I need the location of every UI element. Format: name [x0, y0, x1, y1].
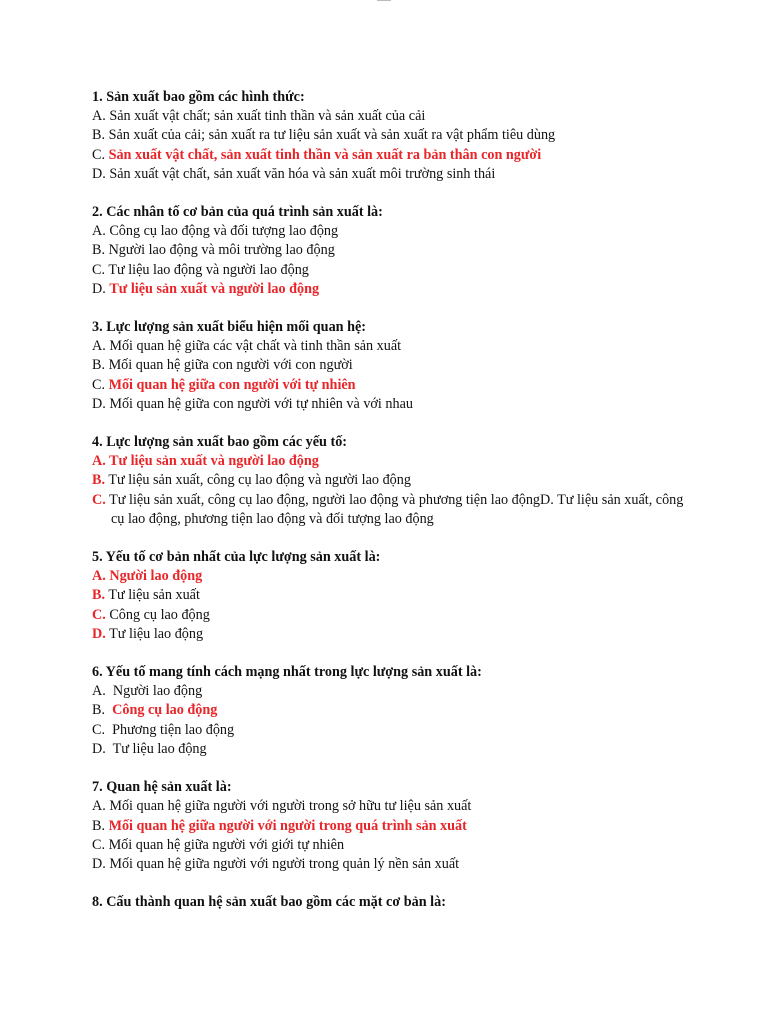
option-text: Mối quan hệ giữa con người với tự nhiên và với nhau	[109, 395, 414, 412]
question-6	[92, 663, 692, 759]
option-letter: B.	[92, 127, 106, 144]
answer-option	[92, 606, 692, 625]
question-title: 5. Yếu tố cơ bản nhất của lực lượng sản xuất là:	[92, 549, 381, 566]
option-text: Người lao động	[112, 683, 203, 700]
question-title: 4. Lực lượng sản xuất bao gồm các yếu tố:	[92, 434, 348, 451]
answer-option	[92, 797, 692, 816]
option-text: Tư liệu sản xuất và người lao động	[109, 453, 319, 470]
answer-option	[92, 376, 692, 395]
answer-option	[92, 567, 692, 586]
option-letter: D.	[92, 395, 106, 412]
option-text: Người lao động	[109, 568, 203, 585]
option-text: Công cụ lao động và đối tượng lao động	[109, 223, 339, 240]
option-letter: C.	[92, 376, 106, 393]
answer-option	[92, 126, 692, 145]
option-letter: B.	[92, 587, 106, 604]
option-text: Tư liệu lao động	[112, 740, 207, 757]
option-letter: C.	[92, 146, 106, 163]
document-page	[92, 88, 692, 931]
option-letter: A.	[92, 798, 106, 815]
option-text: Công cụ lao động	[112, 702, 218, 719]
option-letter: C.	[92, 491, 106, 508]
question-title: 7. Quan hệ sản xuất là:	[92, 779, 232, 796]
option-letter: A.	[92, 108, 106, 125]
option-text: Người lao động và môi trường lao động	[108, 242, 335, 259]
answer-option	[92, 146, 692, 165]
answer-option	[92, 452, 692, 471]
page-top-mark	[377, 0, 391, 1]
answer-option	[92, 701, 692, 720]
option-text: Tư liệu sản xuất	[108, 587, 200, 604]
question-title: 6. Yếu tố mang tính cách mạng nhất trong lực lượng sản xuất là:	[92, 664, 482, 681]
option-text: Tư liệu sản xuất và người lao động	[109, 280, 320, 297]
option-text: Tư liệu sản xuất, công cụ lao động và người lao động	[108, 472, 411, 489]
answer-option	[92, 165, 692, 184]
question-4	[92, 433, 692, 529]
answer-option	[92, 836, 692, 855]
option-text: Mối quan hệ giữa các vật chất và tinh thần sản xuất	[109, 338, 402, 355]
option-text: Tư liệu lao động	[109, 625, 204, 642]
answer-option	[92, 491, 692, 529]
option-letter: B.	[92, 242, 106, 259]
option-text: Mối quan hệ giữa con người với con người	[108, 357, 353, 374]
option-letter: B.	[92, 817, 106, 834]
question-5	[92, 548, 692, 644]
question-3	[92, 318, 692, 414]
option-text: Tư liệu sản xuất, công cụ lao động, người lao động và phương tiện lao độngD. Tư liệu sản xuất, công cụ lao động, phương tiện lao động và đối tượng lao động	[109, 491, 684, 527]
question-title: 2. Các nhân tố cơ bản của quá trình sản xuất là:	[92, 204, 383, 221]
answer-option	[92, 682, 692, 701]
answer-option	[92, 586, 692, 605]
answer-option	[92, 855, 692, 874]
answer-option	[92, 261, 692, 280]
option-letter: D.	[92, 625, 106, 642]
answer-option	[92, 721, 692, 740]
answer-option	[92, 356, 692, 375]
answer-option	[92, 107, 692, 126]
question-title: 1. Sản xuất bao gồm các hình thức:	[92, 89, 305, 105]
option-letter: D.	[92, 855, 106, 872]
option-letter: D.	[92, 740, 106, 757]
option-letter: C.	[92, 836, 106, 853]
question-title: 8. Cấu thành quan hệ sản xuất bao gồm các mặt cơ bản là:	[92, 894, 446, 911]
option-text: Sản xuất vật chất, sản xuất văn hóa và sản xuất môi trường sinh thái	[109, 165, 496, 182]
answer-option	[92, 280, 692, 299]
option-letter: D.	[92, 165, 106, 182]
option-letter: A.	[92, 338, 106, 355]
answer-option	[92, 241, 692, 260]
option-text: Công cụ lao động	[109, 606, 210, 623]
answer-option	[92, 625, 692, 644]
question-1	[92, 88, 692, 184]
option-letter: A.	[92, 223, 106, 240]
question-2	[92, 203, 692, 299]
question-7	[92, 778, 692, 874]
answer-option	[92, 395, 692, 414]
option-letter: B.	[92, 357, 106, 374]
option-letter: C.	[92, 606, 106, 623]
option-text: Mối quan hệ giữa người với giới tự nhiên	[108, 836, 345, 853]
option-text: Mối quan hệ giữa người với người trong sở hữu tư liệu sản xuất	[109, 798, 472, 815]
answer-option	[92, 817, 692, 836]
option-text: Phương tiện lao động	[112, 721, 235, 738]
option-text: Sản xuất vật chất; sản xuất tinh thần và sản xuất của cải	[109, 108, 426, 125]
option-letter: D.	[92, 280, 106, 297]
option-letter: A.	[92, 683, 106, 700]
option-text: Mối quan hệ giữa người với người trong quá trình sản xuất	[108, 817, 467, 834]
option-text: Mối quan hệ giữa con người với tự nhiên	[108, 376, 356, 393]
option-text: Mối quan hệ giữa người với người trong quản lý nền sản xuất	[109, 855, 460, 872]
option-text: Sản xuất vật chất, sản xuất tinh thần và sản xuất ra bản thân con người	[108, 146, 542, 163]
answer-option	[92, 740, 692, 759]
answer-option	[92, 471, 692, 490]
option-letter: B.	[92, 702, 106, 719]
option-letter: B.	[92, 472, 106, 489]
question-title: 3. Lực lượng sản xuất biểu hiện mối quan hệ:	[92, 319, 367, 336]
question-8	[92, 893, 692, 912]
option-letter: C.	[92, 261, 106, 278]
option-letter: C.	[92, 721, 106, 738]
option-text: Sản xuất của cải; sản xuất ra tư liệu sản xuất và sản xuất ra vật phẩm tiêu dùng	[108, 127, 556, 144]
answer-option	[92, 337, 692, 356]
answer-option	[92, 222, 692, 241]
option-text: Tư liệu lao động và người lao động	[108, 261, 309, 278]
option-letter: A.	[92, 568, 106, 585]
option-letter: A.	[92, 453, 106, 470]
